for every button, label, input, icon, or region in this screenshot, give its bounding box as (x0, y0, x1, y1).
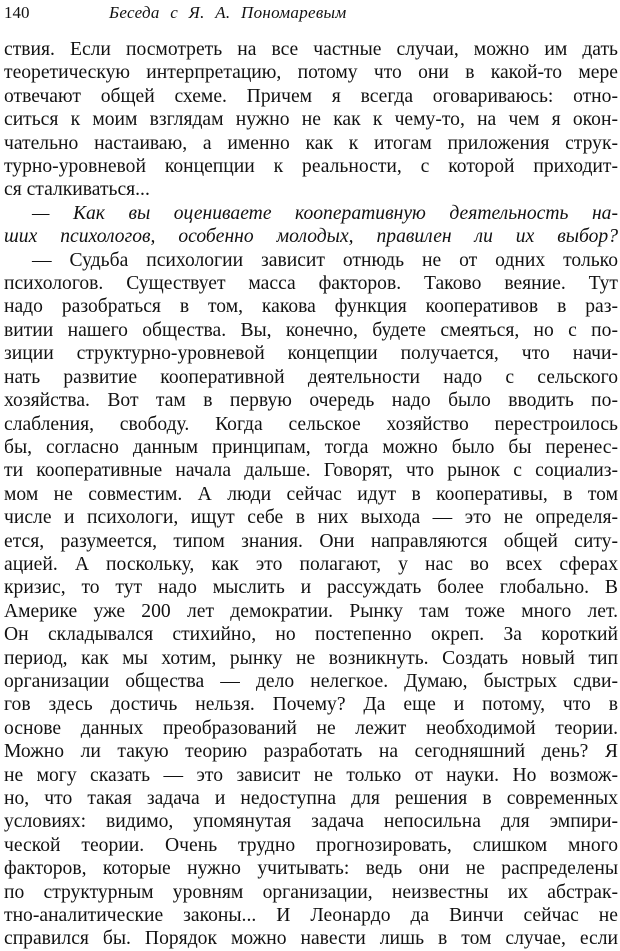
text-line: — Судьба психологии зависит отнюдь не от одних только (32, 249, 618, 271)
text-line: хозяйства. Вот там в первую очередь надо было вводить по- (4, 390, 618, 412)
text-line: ется, разумеется, типом знания. Они направляются общей ситу- (4, 530, 618, 552)
text-line: ситься к моим взглядам нужно не как к чему-то, на чем я окон- (4, 109, 618, 131)
text-line: нать развитие кооперативной деятельности надо с сельского (4, 366, 618, 388)
text-line: ти кооперативные начала дальше. Говорят, что рынок с социализ- (4, 460, 618, 482)
text-line: не могу сказать — это зависит не только от науки. Но возмож- (4, 764, 618, 786)
text-line: тно-аналитические законы... И Леонардо да Винчи сейчас не (4, 905, 618, 927)
text-line: мом не совместим. А люди сейчас идут в кооперативы, в том (4, 483, 618, 505)
text-line: надо разобраться в том, какова функция кооперативов в раз- (4, 296, 618, 318)
text-line: числе и психологи, ищут себе в них выхода — это не определя- (4, 507, 618, 529)
page-number: 140 (4, 3, 30, 22)
text-line: Америке уже 200 лет демократии. Рынку там тоже много лет. (4, 600, 618, 622)
running-title: Беседа с Я. А. Пономаревым (109, 3, 347, 22)
text-line: справился бы. Порядок можно навести лишь в том случае, если (4, 928, 618, 950)
text-line: основе данных преобразований не лежит необходимой теории. (4, 717, 618, 739)
body-text (4, 38, 618, 951)
text-line: Он складывался стихийно, но постепенно окреп. За короткий (4, 624, 618, 646)
text-line: период, как мы хотим, рынку не возникнуть. Создать новый тип (4, 647, 618, 669)
text-line: психологов. Существует масса факторов. Таково веяние. Тут (4, 273, 618, 295)
book-page (4, 0, 618, 950)
text-line: турно-уровневой концепции к реальности, с которой приходит- (4, 156, 618, 178)
text-line: кризис, то тут надо мыслить и рассуждать более глобально. В (4, 577, 618, 599)
text-line: теоретическую интерпретацию, потому что они в какой-то мере (4, 62, 618, 84)
text-line: но, что такая задача и недоступна для решения в современных (4, 788, 618, 809)
text-line: по структурным уровням организации, неизвестны их абстрак- (4, 881, 618, 903)
text-line: ческой теории. Очень трудно прогнозировать, слишком много (4, 834, 618, 856)
text-line: ацией. А поскольку, как это полагают, у нас во всех сферах (4, 553, 618, 575)
text-line: факторов, которые нужно учитывать: ведь они не распределены (4, 858, 618, 880)
text-line: условиях: видимо, упомянутая задача непосильна для эмпири- (4, 811, 618, 833)
text-line: — Как вы оцениваете кооперативную деятельность на- (32, 202, 618, 224)
text-line: ших психологов, особенно молодых, правилен ли их выбор? (4, 226, 618, 248)
text-line: бы, согласно данным принципам, тогда можно было бы перенес- (4, 436, 618, 458)
text-line: организации общества — дело нелегкое. Думаю, быстрых сдви- (4, 670, 618, 692)
page-header (4, 0, 618, 36)
text-line: слабления, свободу. Когда сельское хозяйство перестроилось (4, 413, 618, 435)
text-line: ствия. Если посмотреть на все частные случаи, можно им дать (4, 39, 618, 60)
text-line: ся сталкиваться... (4, 179, 150, 201)
text-line: гов здесь достичь нельзя. Почему? Да еще и потому, что в (4, 694, 618, 716)
text-line: чательно настаиваю, а именно как к итогам приложения струк- (4, 132, 618, 154)
text-line: отвечают общей схеме. Причем я всегда оговариваюсь: отно- (4, 85, 618, 107)
text-line: Можно ли такую теорию разработать на сегодняшний день? Я (4, 741, 618, 763)
text-line: зиции структурно-уровневой концепции получается, что начи- (4, 343, 618, 365)
text-line: витии нашего общества. Вы, конечно, будете смеяться, но с по- (4, 319, 618, 341)
